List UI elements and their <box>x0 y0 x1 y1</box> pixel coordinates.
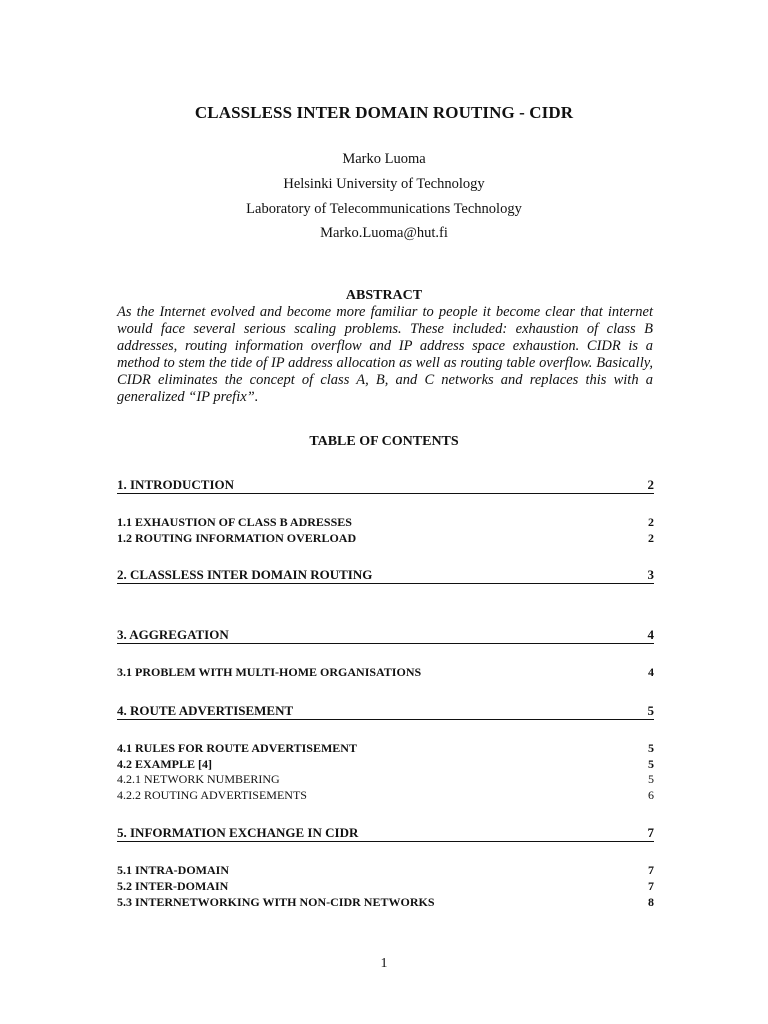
toc-entry-label: 4.2.2 ROUTING ADVERTISEMENTS <box>117 788 307 802</box>
toc-entry-page: 2 <box>648 515 654 529</box>
toc-entry-label: 1.2 ROUTING INFORMATION OVERLOAD <box>117 531 357 545</box>
toc-entry[interactable] <box>117 894 654 910</box>
toc-entry-page: 4 <box>647 627 654 642</box>
author-email: Marko.Luoma@hut.fi <box>320 225 448 241</box>
toc-entry-label: 5. INFORMATION EXCHANGE IN CIDR <box>117 825 359 840</box>
toc-entry[interactable] <box>117 627 654 644</box>
toc-entry[interactable] <box>117 878 654 894</box>
toc-entry-page: 8 <box>648 895 654 909</box>
page-number: 1 <box>380 956 388 971</box>
toc-entry-page: 5 <box>648 772 654 786</box>
toc-entry[interactable] <box>117 477 654 494</box>
abstract-heading: ABSTRACT <box>345 288 423 303</box>
toc-entry-label: 1.1 EXHAUSTION OF CLASS B ADRESSES <box>117 515 352 529</box>
toc-entry-label: 4.1 RULES FOR ROUTE ADVERTISEMENT <box>117 741 357 755</box>
toc-entry[interactable] <box>117 567 654 584</box>
author-laboratory: Laboratory of Telecommunications Technology <box>246 201 522 217</box>
toc-entry-page: 6 <box>648 788 654 802</box>
document-title: CLASSLESS INTER DOMAIN ROUTING - CIDR <box>194 103 574 122</box>
toc-entry-label: 5.2 INTER-DOMAIN <box>117 879 229 893</box>
toc-entry-page: 5 <box>647 703 654 718</box>
toc-entry-label: 3.1 PROBLEM WITH MULTI-HOME ORGANISATIONS <box>117 665 422 679</box>
author-name: Marko Luoma <box>342 151 426 167</box>
toc-entry-page: 3 <box>647 567 654 582</box>
author-institution: Helsinki University of Technology <box>283 176 485 192</box>
toc-entry[interactable] <box>117 530 654 546</box>
toc-entry[interactable] <box>117 703 654 720</box>
toc-entry-label: 1. INTRODUCTION <box>117 477 235 492</box>
toc-entry-label: 5.3 INTERNETWORKING WITH NON-CIDR NETWORKS <box>117 895 435 909</box>
toc-entry-label: 2. CLASSLESS INTER DOMAIN ROUTING <box>117 567 373 582</box>
toc-entry-label: 5.1 INTRA-DOMAIN <box>117 863 229 877</box>
toc-entry-page: 2 <box>648 531 654 545</box>
toc-entry-page: 7 <box>648 863 654 877</box>
toc-entry-label: 4. ROUTE ADVERTISEMENT <box>117 703 294 718</box>
toc-entry[interactable] <box>117 756 654 772</box>
toc-entry[interactable] <box>117 664 654 680</box>
toc-entry[interactable] <box>117 514 654 530</box>
toc-entry-page: 7 <box>648 879 654 893</box>
toc-entry-page: 5 <box>648 757 654 771</box>
toc-entry[interactable] <box>117 787 654 803</box>
toc-entry-page: 5 <box>648 741 654 755</box>
toc-heading: TABLE OF CONTENTS <box>309 434 459 449</box>
toc-entry[interactable] <box>117 771 654 787</box>
toc-entry[interactable] <box>117 862 654 878</box>
toc-entry-label: 4.2 EXAMPLE [4] <box>117 757 212 771</box>
toc-entry-page: 4 <box>648 665 654 679</box>
toc-entry[interactable] <box>117 740 654 756</box>
abstract-text: As the Internet evolved and become more familiar to people it become clear that internet would face several serious scaling problems. These included: exhaustion of class B addresses, routing information overflow and IP address space exhaustion. CIDR is a method to stem the tide of IP address allocation as well as routing table overflow. Basically, CIDR eliminates the concept of class A, B, and C networks and replaces this with a generalized “IP prefix”. <box>117 304 653 405</box>
toc-entry-label: 4.2.1 NETWORK NUMBERING <box>117 772 280 786</box>
toc-entry[interactable] <box>117 825 654 842</box>
toc-entry-page: 2 <box>647 477 654 492</box>
toc-entry-page: 7 <box>647 825 654 840</box>
toc-entry-label: 3. AGGREGATION <box>117 627 229 642</box>
